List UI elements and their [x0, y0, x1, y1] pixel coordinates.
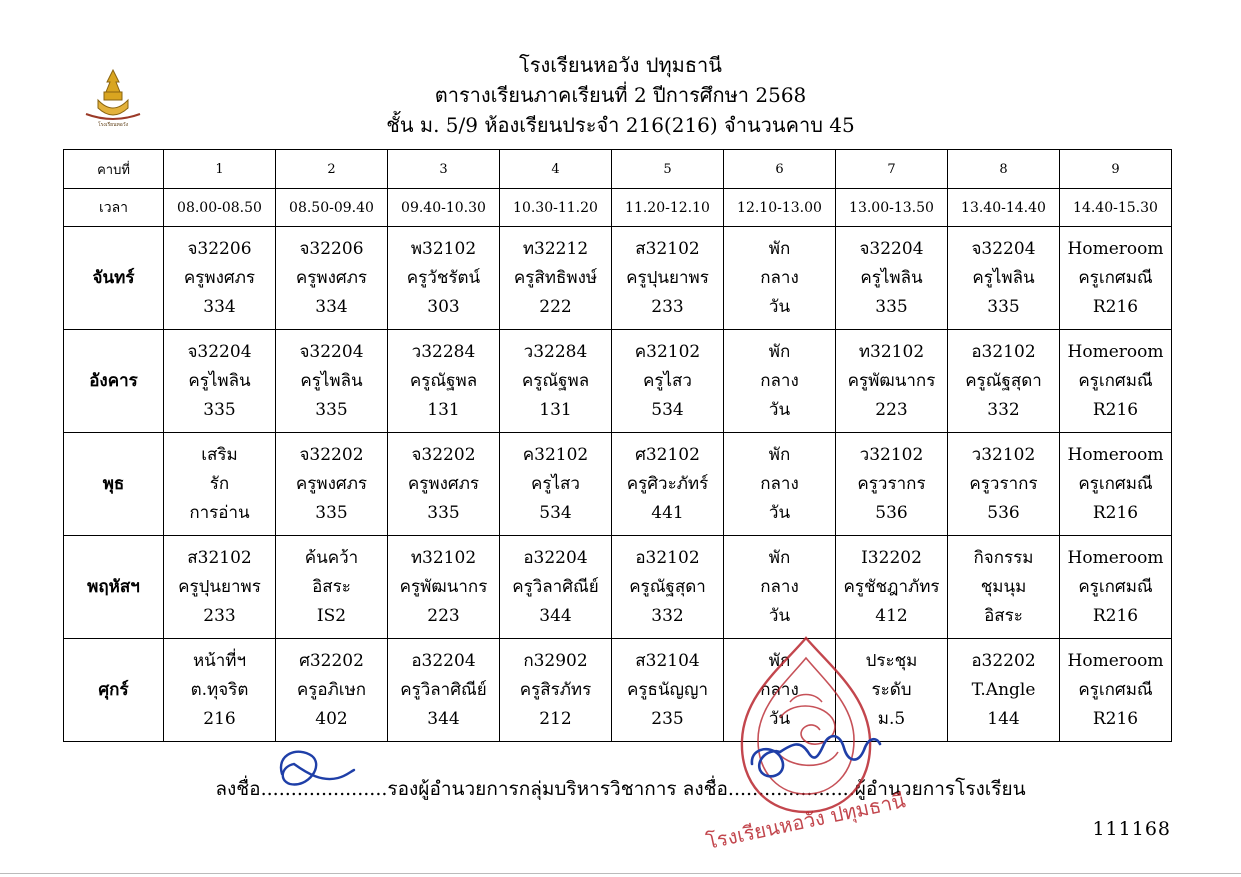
cell-line: ต.ทุจริต — [190, 679, 249, 700]
schedule-cell — [948, 639, 1060, 742]
cell-line: ประชุม — [865, 650, 918, 671]
cell-line: เสริม — [201, 444, 238, 465]
cell-line: 335 — [875, 296, 908, 317]
cell-line: 334 — [315, 296, 348, 317]
cell-line: ว32284 — [411, 341, 476, 362]
cell-line: ครูพงศภร — [183, 267, 256, 288]
cell-line: ก32902 — [523, 650, 588, 671]
cell-line: ค32102 — [522, 444, 589, 465]
cell-line: ครูพัฒนากร — [847, 370, 936, 391]
day-name: อังคาร — [64, 330, 164, 433]
cell-line: ชุมนุม — [980, 576, 1027, 597]
schedule-cell — [500, 330, 612, 433]
cell-line: วัน — [768, 399, 791, 420]
cell-line: ระดับ — [871, 679, 912, 700]
cell-line: 335 — [427, 502, 460, 523]
period-time: 14.40-15.30 — [1060, 189, 1172, 227]
cell-line: จ32202 — [411, 444, 476, 465]
cell-line: 303 — [427, 296, 460, 317]
period-number: 5 — [612, 150, 724, 189]
cell-line: ท32212 — [522, 238, 589, 259]
cell-line: 144 — [987, 708, 1020, 729]
cell-line: ครูเกศมณี — [1078, 370, 1153, 391]
schedule-cell — [1060, 433, 1172, 536]
cell-line: ครูปุนยาพร — [178, 576, 261, 597]
cell-line: อ32202 — [971, 650, 1036, 671]
schedule-cell — [500, 536, 612, 639]
cell-line: 335 — [315, 502, 348, 523]
schedule-cell — [612, 330, 724, 433]
cell-line: จ32206 — [299, 238, 364, 259]
cell-line: ครูปุนยาพร — [626, 267, 709, 288]
cell-line: จ32204 — [971, 238, 1036, 259]
cell-line: พัก — [768, 547, 791, 568]
cell-line: R216 — [1092, 708, 1139, 729]
cell-line: ครูพงศภร — [407, 473, 480, 494]
cell-line: ครูสิรภัทร — [519, 679, 592, 700]
schedule-cell — [164, 536, 276, 639]
schedule-cell — [276, 536, 388, 639]
schedule-cell — [276, 227, 388, 330]
cell-line: ท32102 — [410, 547, 477, 568]
cell-line: 344 — [427, 708, 460, 729]
day-row — [64, 639, 1172, 742]
period-number: 1 — [164, 150, 276, 189]
period-time: 09.40-10.30 — [388, 189, 500, 227]
cell-line: ครูชัชฎาภัทร — [843, 576, 940, 597]
cell-line: 335 — [987, 296, 1020, 317]
schedule-cell — [836, 536, 948, 639]
cell-line: 332 — [987, 399, 1020, 420]
cell-line: กลาง — [760, 267, 799, 288]
schedule-cell — [388, 227, 500, 330]
period-time: 13.40-14.40 — [948, 189, 1060, 227]
cell-line: ครูไพลิน — [188, 370, 251, 391]
schedule-title: ตารางเรียนภาคเรียนที่ 2 ปีการศึกษา 2568 — [434, 83, 807, 107]
schedule-cell — [500, 227, 612, 330]
cell-line: ครูวัชรัตน์ — [406, 267, 481, 288]
cell-line: พ32102 — [410, 238, 477, 259]
cell-line: 131 — [427, 399, 460, 420]
cell-line: จ32204 — [859, 238, 924, 259]
cell-line: 212 — [539, 708, 572, 729]
cell-line: วัน — [768, 708, 791, 729]
cell-line: ครูเกศมณี — [1078, 576, 1153, 597]
period-number: 8 — [948, 150, 1060, 189]
period-number: 7 — [836, 150, 948, 189]
cell-line: หน้าที่ฯ — [192, 650, 247, 671]
cell-line: 412 — [875, 605, 908, 626]
day-row — [64, 227, 1172, 330]
period-number: 9 — [1060, 150, 1172, 189]
svg-text:โรงเรียนหอวัง: โรงเรียนหอวัง — [97, 122, 129, 128]
cell-line: ครูวรากร — [969, 473, 1038, 494]
schedule-cell — [388, 433, 500, 536]
cell-line: Homeroom — [1067, 238, 1164, 259]
school-name: โรงเรียนหอวัง ปทุมธานี — [519, 53, 722, 77]
svg-text:โรงเรียนหอวัง ปทุมธานี: โรงเรียนหอวัง ปทุมธานี — [704, 788, 908, 854]
period-time: 11.20-12.10 — [612, 189, 724, 227]
cell-line: 223 — [875, 399, 908, 420]
schedule-cell — [724, 330, 836, 433]
schedule-cell — [164, 433, 276, 536]
schedule-cell — [164, 330, 276, 433]
cell-line: ส32104 — [635, 650, 700, 671]
cell-line: ครูสิทธิพงษ์ — [513, 267, 598, 288]
cell-line: ครูเกศมณี — [1078, 679, 1153, 700]
cell-line: 131 — [539, 399, 572, 420]
schedule-cell — [388, 330, 500, 433]
cell-line: ม.5 — [877, 708, 906, 729]
cell-line: 233 — [651, 296, 684, 317]
schedule-cell — [1060, 536, 1172, 639]
cell-line: I32202 — [861, 547, 922, 568]
cell-line: พัก — [768, 341, 791, 362]
period-number: 3 — [388, 150, 500, 189]
cell-line: 536 — [875, 502, 908, 523]
schedule-cell — [276, 330, 388, 433]
schedule-cell — [724, 536, 836, 639]
period-time: 10.30-11.20 — [500, 189, 612, 227]
cell-line: ครูเกศมณี — [1078, 267, 1153, 288]
schedule-cell — [164, 639, 276, 742]
school-seal-stamp — [704, 632, 908, 854]
schedule-cell — [948, 433, 1060, 536]
cell-line: 235 — [651, 708, 684, 729]
cell-line: 222 — [539, 296, 572, 317]
schedule-cell — [1060, 330, 1172, 433]
cell-line: อ32204 — [523, 547, 588, 568]
cell-line: ศ32202 — [299, 650, 364, 671]
signature-line: ลงชื่อ.....................รองผู้อำนวยการกลุ่มบริหารวิชาการ ลงชื่อ.....................ผู้อำนวยการโรงเรียน — [215, 778, 1026, 800]
day-name: ศุกร์ — [64, 639, 164, 742]
schedule-cell — [276, 639, 388, 742]
day-row — [64, 536, 1172, 639]
schedule-cell — [836, 433, 948, 536]
cell-line: อ32102 — [635, 547, 700, 568]
schedule-cell — [1060, 639, 1172, 742]
day-name: พุธ — [64, 433, 164, 536]
period-time: 08.00-08.50 — [164, 189, 276, 227]
cell-line: ครูณัฐสุดา — [629, 576, 706, 597]
document-header — [0, 50, 1241, 140]
schedule-cell — [388, 536, 500, 639]
cell-line: รัก — [209, 473, 230, 494]
cell-line: ว32102 — [859, 444, 924, 465]
period-number: 2 — [276, 150, 388, 189]
schedule-cell — [500, 639, 612, 742]
schedule-cell — [724, 227, 836, 330]
day-row — [64, 330, 1172, 433]
cell-line: ศ32102 — [635, 444, 700, 465]
period-time: 08.50-09.40 — [276, 189, 388, 227]
cell-line: กลาง — [760, 576, 799, 597]
cell-line: ครูไพลิน — [860, 267, 923, 288]
period-number: 6 — [724, 150, 836, 189]
class-schedule-table — [63, 149, 1172, 742]
cell-line: ครูไสว — [643, 370, 692, 391]
cell-line: วัน — [768, 502, 791, 523]
cell-line: กลาง — [760, 679, 799, 700]
schedule-cell — [948, 536, 1060, 639]
time-header-row — [64, 189, 1172, 227]
cell-line: จ32204 — [299, 341, 364, 362]
cell-line: 223 — [427, 605, 460, 626]
cell-line: T.Angle — [971, 679, 1036, 700]
cell-line: ครูณัฐสุดา — [965, 370, 1042, 391]
cell-line: 332 — [651, 605, 684, 626]
cell-line: ส32102 — [635, 238, 700, 259]
schedule-cell — [724, 433, 836, 536]
cell-line: R216 — [1092, 296, 1139, 317]
cell-line: ครูไพลิน — [300, 370, 363, 391]
day-name: พฤหัสฯ — [64, 536, 164, 639]
schedule-cell — [836, 227, 948, 330]
cell-line: 534 — [539, 502, 572, 523]
cell-line: อ32204 — [411, 650, 476, 671]
schedule-cell — [276, 433, 388, 536]
cell-line: จ32204 — [187, 341, 252, 362]
cell-line: ครูวรากร — [857, 473, 926, 494]
cell-line: Homeroom — [1067, 444, 1164, 465]
cell-line: วัน — [768, 605, 791, 626]
schedule-cell — [612, 639, 724, 742]
time-label: เวลา — [64, 189, 164, 227]
day-name: จันทร์ — [64, 227, 164, 330]
cell-line: ครูเกศมณี — [1078, 473, 1153, 494]
schedule-cell — [612, 536, 724, 639]
schedule-cell — [1060, 227, 1172, 330]
cell-line: ครูธนัญญา — [626, 679, 708, 700]
cell-line: อ32102 — [971, 341, 1036, 362]
cell-line: ครูศิวะภัทร์ — [626, 473, 709, 494]
cell-line: Homeroom — [1067, 650, 1164, 671]
cell-line: พัก — [768, 444, 791, 465]
cell-line: 402 — [315, 708, 348, 729]
class-info: ชั้น ม. 5/9 ห้องเรียนประจำ 216(216) จำนวนคาบ 45 — [386, 113, 855, 137]
cell-line: 534 — [651, 399, 684, 420]
cell-line: พัก — [768, 238, 791, 259]
period-label: คาบที่ — [64, 150, 164, 189]
cell-line: ครูณัฐพล — [409, 370, 478, 391]
cell-line: 216 — [203, 708, 236, 729]
cell-line: กลาง — [760, 473, 799, 494]
period-header-row — [64, 150, 1172, 189]
cell-line: Homeroom — [1067, 547, 1164, 568]
cell-line: ครูวิลาศิณีย์ — [512, 576, 599, 597]
cell-line: 441 — [651, 502, 684, 523]
cell-line: ครูไพลิน — [972, 267, 1035, 288]
period-number: 4 — [500, 150, 612, 189]
cell-line: ครูไสว — [531, 473, 580, 494]
cell-line: R216 — [1092, 502, 1139, 523]
schedule-cell — [612, 227, 724, 330]
cell-line: 335 — [315, 399, 348, 420]
cell-line: วัน — [768, 296, 791, 317]
cell-line: ครูพงศภร — [295, 473, 368, 494]
cell-line: กิจกรรม — [973, 547, 1034, 568]
period-time: 13.00-13.50 — [836, 189, 948, 227]
cell-line: อิสระ — [984, 605, 1023, 626]
cell-line: จ32202 — [299, 444, 364, 465]
period-time: 12.10-13.00 — [724, 189, 836, 227]
cell-line: ครูณัฐพล — [521, 370, 590, 391]
cell-line: 536 — [987, 502, 1020, 523]
day-row — [64, 433, 1172, 536]
cell-line: R216 — [1092, 399, 1139, 420]
cell-line: IS2 — [316, 605, 347, 626]
schedule-cell — [948, 227, 1060, 330]
cell-line: จ32206 — [187, 238, 252, 259]
schedule-cell — [388, 639, 500, 742]
bottom-divider — [0, 873, 1241, 874]
cell-line: ค32102 — [634, 341, 701, 362]
cell-line: ท32102 — [858, 341, 925, 362]
cell-line: 233 — [203, 605, 236, 626]
schedule-cell — [612, 433, 724, 536]
cell-line: Homeroom — [1067, 341, 1164, 362]
cell-line: กลาง — [760, 370, 799, 391]
schedule-cell — [164, 227, 276, 330]
document-number: 111168 — [1092, 818, 1171, 840]
cell-line: ค้นคว้า — [304, 547, 359, 568]
cell-line: พัก — [768, 650, 791, 671]
vice-director-signature — [268, 744, 356, 798]
cell-line: ครูพงศภร — [295, 267, 368, 288]
schedule-cell — [500, 433, 612, 536]
cell-line: 344 — [539, 605, 572, 626]
cell-line: ว32102 — [971, 444, 1036, 465]
schedule-cell — [836, 330, 948, 433]
cell-line: ครูวิลาศิณีย์ — [400, 679, 487, 700]
cell-line: 334 — [203, 296, 236, 317]
cell-line: ครูอภิเษก — [296, 679, 367, 700]
cell-line: ครูพัฒนากร — [399, 576, 488, 597]
cell-line: ส32102 — [187, 547, 252, 568]
cell-line: การอ่าน — [189, 502, 250, 523]
cell-line: 335 — [203, 399, 236, 420]
cell-line: อิสระ — [312, 576, 351, 597]
schedule-cell — [948, 330, 1060, 433]
cell-line: ว32284 — [523, 341, 588, 362]
cell-line: R216 — [1092, 605, 1139, 626]
